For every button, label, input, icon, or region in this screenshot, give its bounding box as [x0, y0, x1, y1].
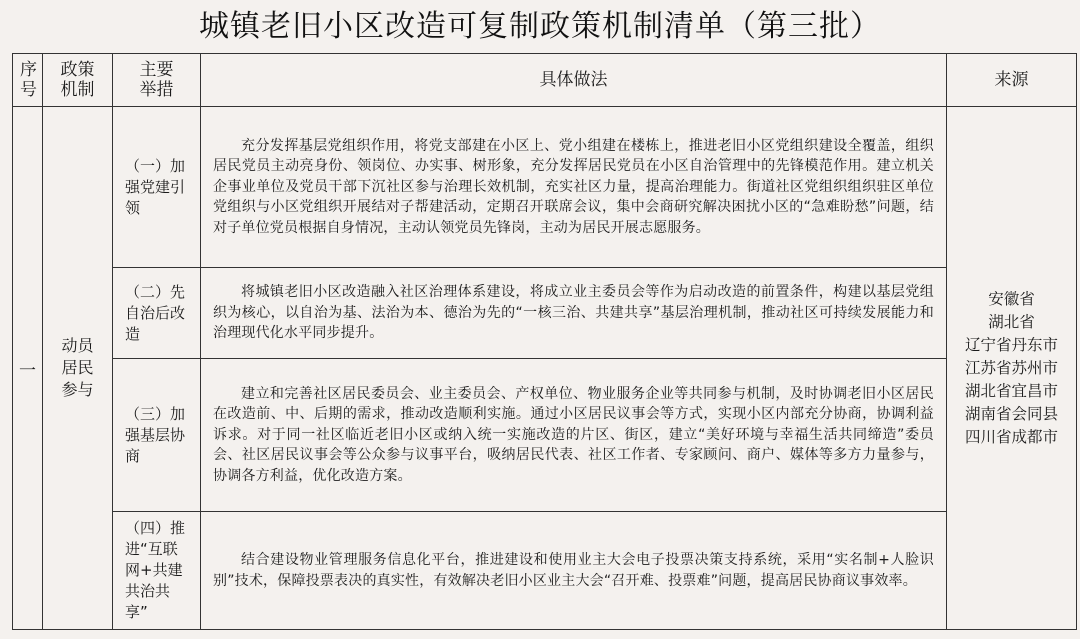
detail-cell: 建立和完善社区居民委员会、业主委员会、产权单位、物业服务企业等共同参与机制，及时协调老旧小区居民在改造前、中、后期的需求，推动改造顺利实施。通过小区居民议事会等方式，实现小区内部充分协商，协调利益诉求。对于同一社区临近老旧小区或纳入统一实施改造的片区、街区，建立“美好环境与幸福生活共同缔造”委员会、社区居民议事会等公众参与议事平台，吸纳居民代表、社区工作者、专家顾问、商户、媒体等多方力量参与，协调各方利益，优化改造方案。 [201, 359, 947, 512]
table-row [13, 107, 1077, 268]
header-source: 来源 [947, 54, 1077, 107]
source-item: 安徽省 [988, 289, 1035, 308]
source-item: 湖北省 [988, 312, 1035, 331]
header-detail: 具体做法 [201, 54, 947, 107]
source-item: 湖南省会同县 [964, 404, 1058, 423]
measure-cell: （一）加强党建引领 [113, 107, 201, 268]
source-item: 辽宁省丹东市 [964, 335, 1058, 354]
section-index: 一 [13, 107, 43, 630]
source-item: 江苏省苏州市 [964, 358, 1058, 377]
detail-cell: 结合建设物业管理服务信息化平台，推进建设和使用业主大会电子投票决策支持系统，采用“实名制+人脸识别”技术，保障投票表决的真实性，有效解决老旧小区业主大会“召开难、投票难”问题，提高居民协商议事效率。 [201, 512, 947, 630]
table-row [13, 359, 1077, 512]
header-index: 序号 [13, 54, 43, 107]
table-header-row [13, 54, 1077, 107]
detail-cell: 充分发挥基层党组织作用，将党支部建在小区上、党小组建在楼栋上，推进老旧小区党组织建设全覆盖，组织居民党员主动亮身份、领岗位、办实事、树形象，充分发挥居民党员在小区自治管理中的先锋模范作用。建立机关企事业单位及党员干部下沉社区参与治理长效机制，充实社区力量，提高治理能力。街道社区党组织组织驻区单位党组织与小区党组织开展结对子帮建活动，定期召开联席会议，集中会商研究解决困扰小区的“急难盼愁”问题，结对子单位党员根据自身情况，主动认领党员先锋岗，主动为居民开展志愿服务。 [201, 107, 947, 268]
source-cell [947, 107, 1077, 630]
mechanism-label: 动员居民参与 [61, 336, 94, 399]
section-mechanism [43, 107, 113, 630]
header-mechanism: 政策机制 [43, 54, 113, 107]
detail-cell: 将城镇老旧小区改造融入社区治理体系建设，将成立业主委员会等作为启动改造的前置条件，构建以基层党组织为核心，以自治为基、法治为本、德治为先的“一核三治、共建共享”基层治理机制，推动社区可持续发展能力和治理现代化水平同步提升。 [201, 268, 947, 359]
header-measure: 主要举措 [113, 54, 201, 107]
table-row [13, 512, 1077, 630]
table-row [13, 268, 1077, 359]
document-title: 城镇老旧小区改造可复制政策机制清单（第三批） [199, 9, 881, 44]
measure-cell: （二）先自治后改造 [113, 268, 201, 359]
measure-cell: （三）加强基层协商 [113, 359, 201, 512]
source-item: 四川省成都市 [964, 427, 1058, 446]
measure-cell: （四）推进“互联网+共建共治共享” [113, 512, 201, 630]
source-item: 湖北省宜昌市 [964, 381, 1058, 400]
policy-table [12, 53, 1077, 630]
